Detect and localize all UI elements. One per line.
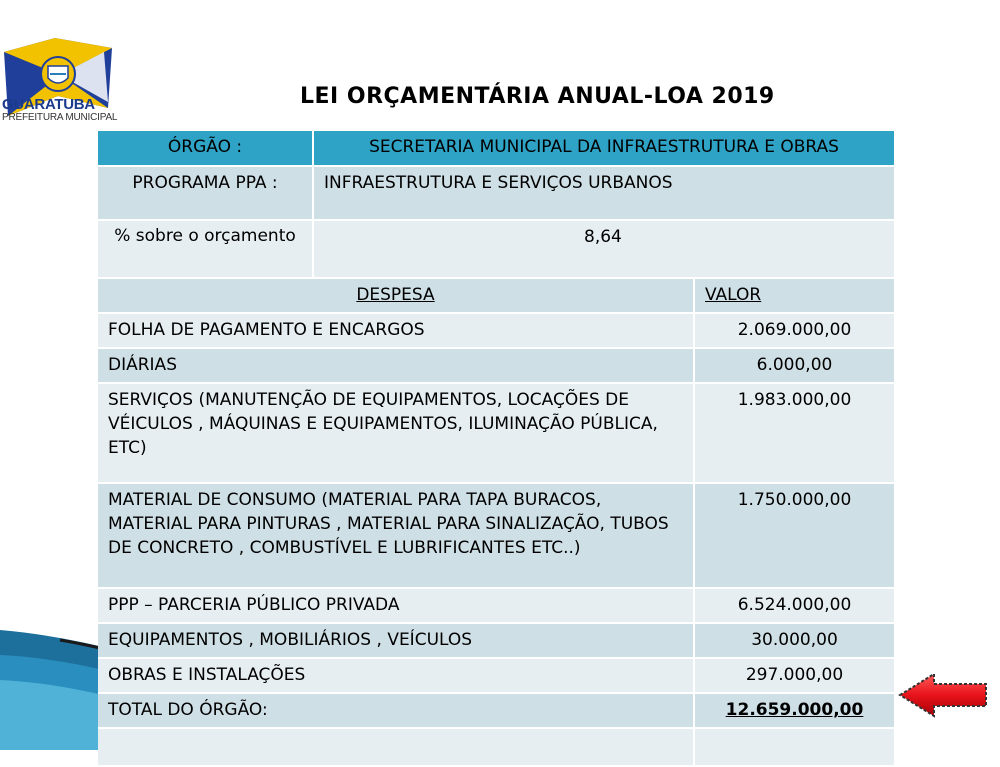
logo-name: GUARATUBA — [2, 96, 95, 113]
column-header-row — [98, 279, 894, 314]
total-label: TOTAL DO ÓRGÃO: — [98, 694, 695, 727]
total-row — [98, 694, 894, 729]
percentual-row — [98, 221, 894, 279]
empty-cell — [695, 729, 894, 765]
total-value: 12.659.000,00 — [725, 700, 864, 720]
empty-row — [98, 729, 894, 767]
orgao-row — [98, 131, 894, 167]
despesa-cell: SERVIÇOS (MANUTENÇÃO DE EQUIPAMENTOS, LOCAÇÕES DE VÉICULOS , MÁQUINAS E EQUIPAMENTOS, ILUMINAÇÃO PÚBLICA, ETC) — [98, 384, 695, 482]
percentual-label: % sobre o orçamento — [98, 221, 314, 277]
table-row — [98, 484, 894, 589]
despesa-cell: OBRAS E INSTALAÇÕES — [98, 659, 695, 692]
programa-label: PROGRAMA PPA : — [98, 167, 314, 219]
orgao-value: SECRETARIA MUNICIPAL DA INFRAESTRUTURA E OBRAS — [369, 137, 839, 157]
orgao-label: ÓRGÃO : — [98, 131, 314, 165]
valor-cell: 2.069.000,00 — [737, 320, 852, 340]
table-row — [98, 314, 894, 349]
table-row — [98, 659, 894, 694]
valor-cell: 1.750.000,00 — [737, 490, 852, 510]
valor-cell: 1.983.000,00 — [737, 390, 852, 410]
valor-cell: 30.000,00 — [751, 630, 838, 650]
red-arrow-icon — [898, 672, 990, 718]
programa-value: INFRAESTRUTURA E SERVIÇOS URBANOS — [324, 173, 673, 193]
programa-row — [98, 167, 894, 221]
despesa-cell: DIÁRIAS — [98, 349, 695, 382]
logo-subtitle: PREFEITURA MUNICIPAL — [2, 112, 118, 123]
percentual-value: 8,64 — [584, 227, 622, 247]
valor-cell: 297.000,00 — [745, 665, 844, 685]
empty-cell — [98, 729, 695, 765]
valor-cell: 6.000,00 — [756, 355, 833, 375]
despesa-header: DESPESA — [98, 279, 695, 312]
table-row — [98, 384, 894, 484]
page-title: LEI ORÇAMENTÁRIA ANUAL-LOA 2019 — [300, 84, 775, 109]
valor-cell: 6.524.000,00 — [737, 595, 852, 615]
despesa-cell: EQUIPAMENTOS , MOBILIÁRIOS , VEÍCULOS — [98, 624, 695, 657]
table-row — [98, 589, 894, 624]
despesa-cell: MATERIAL DE CONSUMO (MATERIAL PARA TAPA BURACOS, MATERIAL PARA PINTURAS , MATERIAL PARA SINALIZAÇÃO, TUBOS DE CONCRETO , COMBUSTÍVEL E LUBRIFICANTES ETC..) — [98, 484, 695, 587]
despesa-cell: PPP – PARCERIA PÚBLICO PRIVADA — [98, 589, 695, 622]
valor-header: VALOR — [705, 285, 762, 305]
despesa-cell: FOLHA DE PAGAMENTO E ENCARGOS — [98, 314, 695, 347]
table-row — [98, 624, 894, 659]
table-row — [98, 349, 894, 384]
budget-table — [98, 131, 894, 767]
